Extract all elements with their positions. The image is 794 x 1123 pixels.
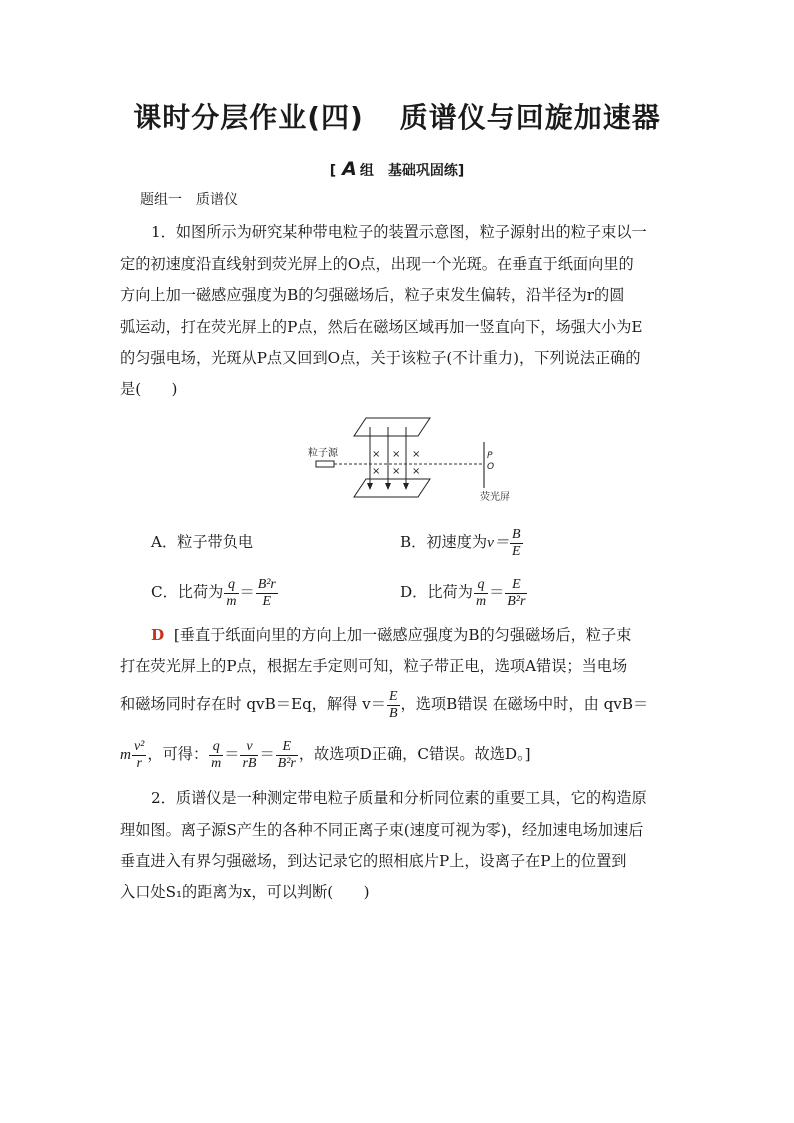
answer-text-4a: ，可得： bbox=[147, 745, 209, 763]
q1-line-1: 1．如图所示为研究某种带电粒子的装置示意图，粒子源射出的粒子束以一 bbox=[151, 223, 647, 241]
field-cross: × bbox=[372, 449, 381, 460]
group-letter: A bbox=[342, 158, 357, 180]
answer-line-2: 打在荧光屏上的P点，根据左手定则可知，粒子带正电，选项A错误；当电场 bbox=[120, 657, 628, 675]
q2-line-3: 垂直进入有界匀强磁场，到达记录它的照相底片P上，设离子在P上的位置到 bbox=[120, 852, 627, 870]
equals: ＝ bbox=[224, 745, 240, 763]
field-cross: × bbox=[372, 466, 381, 477]
frac-num: q bbox=[209, 739, 223, 756]
answer-text-3b: ，选项B错误 在磁场中时，由 qvB＝ bbox=[400, 695, 649, 713]
option-a: A．粒子带负电 bbox=[151, 533, 254, 551]
option-b bbox=[400, 522, 524, 563]
q1-line-6: 是( ) bbox=[120, 380, 178, 398]
field-cross: × bbox=[392, 449, 401, 460]
frac-num: q bbox=[224, 577, 238, 594]
frac-num: B²r bbox=[257, 576, 276, 592]
q1-line-5: 的匀强电场，光斑从P点又回到O点，关于该粒子(不计重力)，下列说法正确的 bbox=[120, 349, 641, 367]
option-d bbox=[400, 572, 528, 612]
group-heading bbox=[0, 158, 794, 180]
top-plate bbox=[354, 418, 430, 436]
frac-num: E bbox=[505, 577, 527, 594]
option-b-lhs: v＝ bbox=[487, 534, 510, 551]
group-bracket-open: [ bbox=[329, 163, 337, 179]
frac-den: B²r bbox=[277, 755, 296, 771]
frac-den: E bbox=[512, 543, 521, 559]
answer-text-4b: ，故选项D正确，C错误。故选D。] bbox=[298, 745, 531, 763]
frac-num: E bbox=[388, 688, 398, 704]
frac-den: m bbox=[226, 593, 237, 609]
particle-source bbox=[316, 461, 334, 467]
frac-num: q bbox=[474, 577, 488, 594]
field-cross: × bbox=[412, 449, 421, 460]
frac-den: r bbox=[136, 755, 142, 771]
q2-line-2: 理如图。离子源S产生的各种不同正离子束(速度可视为零)，经加速电场加速后 bbox=[120, 821, 644, 839]
field-cross: × bbox=[392, 466, 401, 477]
q1-line-2: 定的初速度沿直线射到荧光屏上的O点，出现一个光斑。在垂直于纸面向里的 bbox=[120, 255, 634, 273]
answer-line-3 bbox=[120, 684, 648, 724]
answer-letter: D bbox=[151, 626, 165, 644]
answer-text-3a: 和磁场同时存在时 qvB＝Eq，解得 v＝ bbox=[120, 695, 386, 713]
option-c-prefix: C．比荷为 bbox=[151, 583, 224, 601]
screen-label: 荧光屏 bbox=[480, 492, 510, 503]
q2-line-1: 2．质谱仪是一种测定带电粒子质量和分析同位素的重要工具，它的构造原 bbox=[151, 789, 647, 807]
point-o-label: O bbox=[487, 462, 495, 472]
q1-figure bbox=[300, 408, 530, 508]
equals: ＝ bbox=[259, 745, 275, 763]
title-main: 课时分层作业(四) bbox=[133, 101, 364, 134]
section-label: 题组一 质谱仪 bbox=[140, 192, 238, 208]
q2-line-4: 入口处S₁的距离为x，可以判断( ) bbox=[120, 883, 370, 901]
frac-den: rB bbox=[242, 755, 257, 771]
equals: ＝ bbox=[239, 583, 255, 601]
option-d-prefix: D．比荷为 bbox=[400, 583, 473, 601]
answer-line-1 bbox=[151, 625, 631, 645]
frac-den: B²r bbox=[507, 593, 526, 609]
q1-line-3: 方向上加一磁感应强度为B的匀强磁场后，粒子束发生偏转，沿半径为r的圆 bbox=[120, 286, 625, 304]
option-b-prefix: B．初速度为 bbox=[400, 533, 488, 551]
frac-num: B bbox=[512, 526, 521, 542]
group-text: 组 基础巩固练 bbox=[359, 163, 458, 179]
field-cross: × bbox=[412, 466, 421, 477]
page-title bbox=[0, 96, 794, 136]
q1-line-4: 弧运动，打在荧光屏上的P点，然后在磁场区域再加一竖直向下，场强大小为E bbox=[120, 318, 643, 336]
answer-m: m bbox=[120, 746, 131, 763]
frac-den: B bbox=[388, 705, 398, 721]
frac-num: E bbox=[276, 739, 298, 756]
frac-den: E bbox=[262, 593, 272, 609]
frac-den: m bbox=[211, 755, 222, 771]
group-bracket-close: ] bbox=[457, 163, 465, 179]
bottom-plate bbox=[354, 479, 430, 497]
answer-line-4 bbox=[120, 734, 531, 775]
point-p-label: P bbox=[487, 451, 493, 461]
option-c bbox=[151, 572, 279, 612]
title-sub: 质谱仪与回旋加速器 bbox=[399, 101, 661, 134]
figure-source-label: 粒子源 bbox=[308, 448, 338, 459]
frac-num: v bbox=[240, 739, 258, 756]
frac-den: m bbox=[475, 593, 487, 609]
equals: ＝ bbox=[489, 583, 505, 601]
answer-text-1: [垂直于纸面向里的方向上加一磁感应强度为B的匀强磁场后，粒子束 bbox=[173, 626, 632, 644]
frac-num: v² bbox=[133, 738, 145, 754]
